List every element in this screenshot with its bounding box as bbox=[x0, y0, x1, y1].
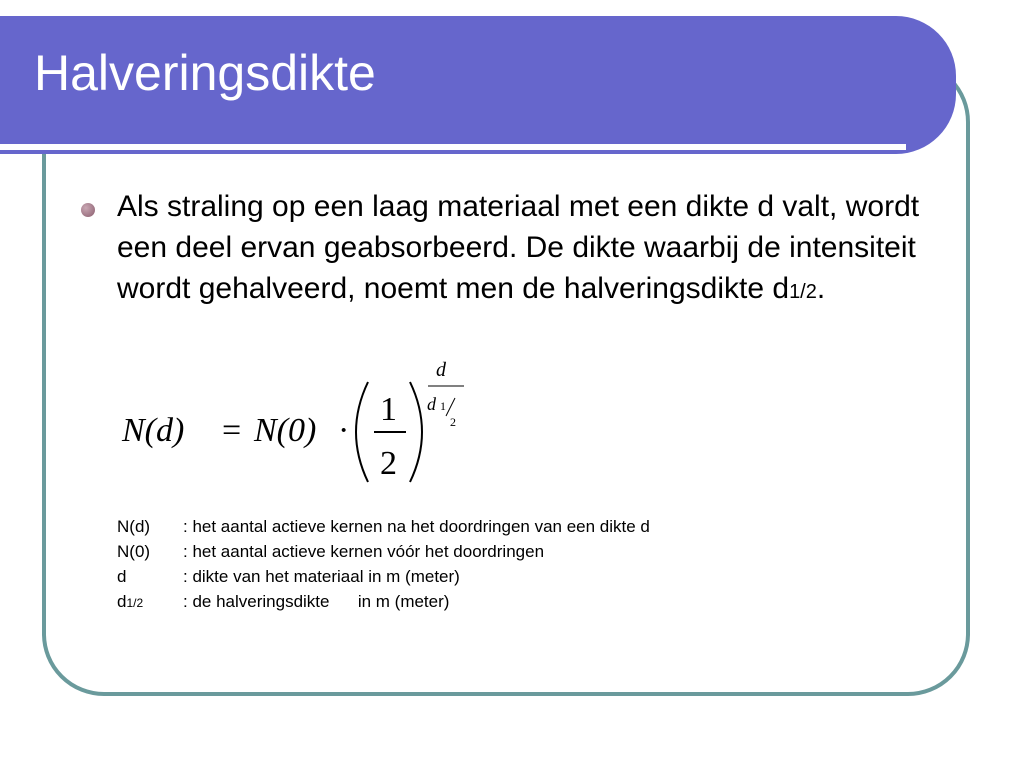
right-paren bbox=[410, 382, 422, 482]
bullet-paragraph bbox=[117, 186, 957, 313]
legend-row bbox=[117, 540, 650, 565]
left-paren bbox=[356, 382, 368, 482]
legend-desc: : dikte van het materiaal in m (meter) bbox=[183, 567, 460, 586]
exponent-sub-den: 2 bbox=[450, 415, 456, 429]
bullet-text: Als straling op een laag materiaal met een dikte d valt, wordt een deel ervan geabsorbeerd. De dikte waarbij de intensiteit wordt gehalveerd, noemt men de halveringsdikte d bbox=[117, 190, 920, 305]
legend-term: N(d) bbox=[117, 517, 151, 536]
slide-title: Halveringsdikte bbox=[34, 45, 376, 101]
title-underline bbox=[0, 144, 906, 150]
legend-desc: : het aantal actieve kernen vóór het doordringen bbox=[183, 542, 545, 561]
legend-term: N(0) bbox=[117, 542, 151, 561]
legend-row bbox=[117, 565, 650, 590]
bullet-subscript: 1/2 bbox=[789, 281, 817, 303]
legend-row bbox=[117, 590, 650, 615]
exponent-sub-num: 1 bbox=[440, 399, 446, 413]
exponent-sub-slash bbox=[446, 398, 455, 416]
formula-equals: = bbox=[222, 412, 242, 449]
fraction-numerator: 1 bbox=[380, 391, 397, 428]
bullet-end: . bbox=[816, 272, 826, 305]
exponent-numerator: d bbox=[436, 359, 446, 381]
formula-dot: · bbox=[338, 412, 350, 449]
legend-desc: : de halveringsdikte in m (meter) bbox=[183, 592, 450, 611]
bullet-icon bbox=[81, 203, 95, 217]
legend bbox=[117, 515, 650, 615]
legend-term: d1/2 bbox=[117, 592, 144, 611]
fraction-denominator: 2 bbox=[380, 445, 397, 482]
legend-term: d bbox=[117, 567, 127, 586]
legend-desc: : het aantal actieve kernen na het doordringen van een dikte d bbox=[183, 517, 650, 536]
formula-lhs: N(d) bbox=[122, 412, 185, 449]
legend-row bbox=[117, 515, 650, 540]
formula-graphic bbox=[118, 352, 478, 492]
decay-formula bbox=[118, 352, 478, 492]
exponent-denominator: d bbox=[427, 394, 436, 414]
formula-rhs: N(0) bbox=[254, 412, 317, 449]
